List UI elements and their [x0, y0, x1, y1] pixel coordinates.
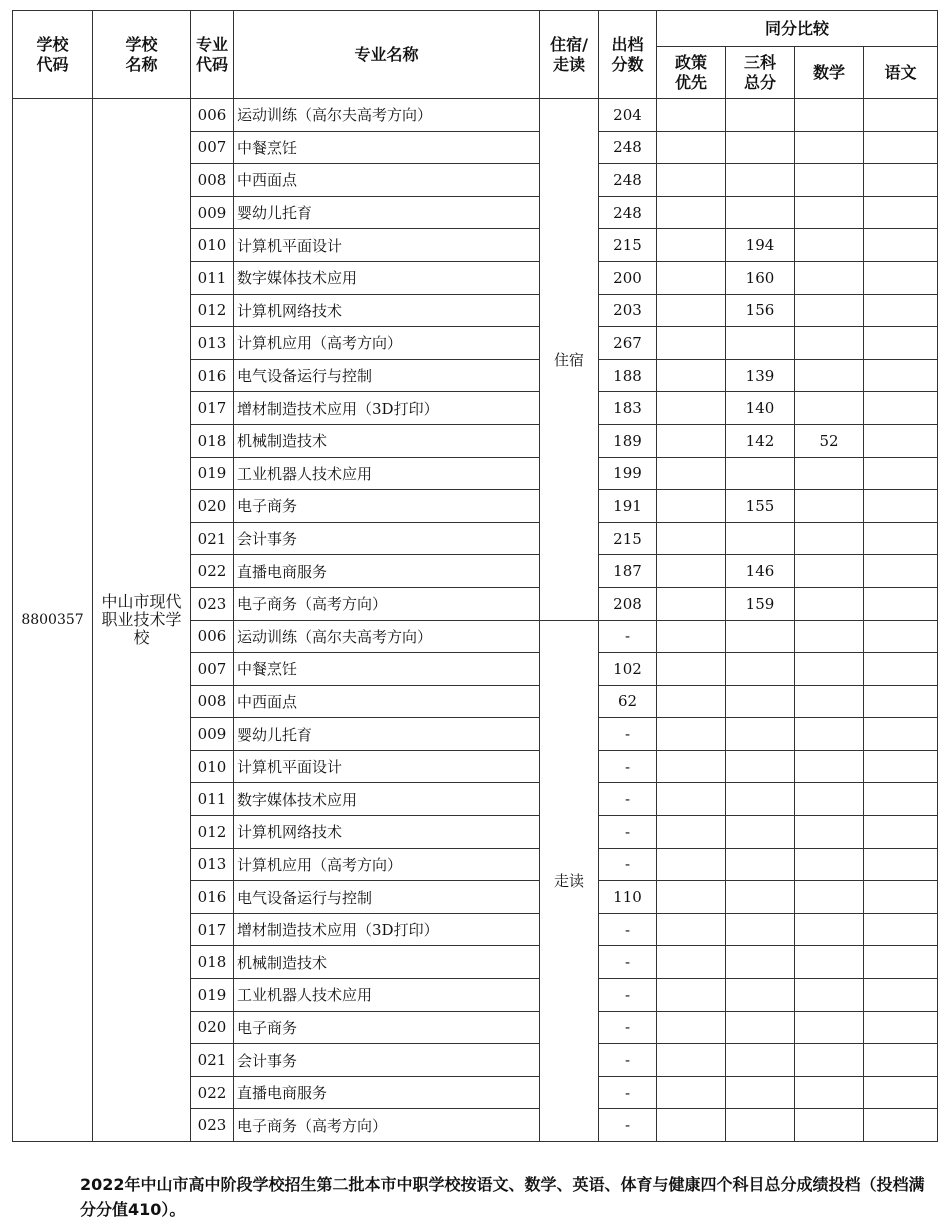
chinese-cell [864, 620, 938, 653]
chinese-cell [864, 359, 938, 392]
major-name-cell: 中餐烹饪 [234, 653, 540, 686]
major-code-cell: 017 [191, 913, 234, 946]
policy-cell [657, 1044, 726, 1077]
math-cell [795, 653, 864, 686]
header-tie-break: 同分比较 [657, 11, 938, 47]
major-code-cell: 018 [191, 424, 234, 457]
major-code-cell: 021 [191, 522, 234, 555]
major-code-cell: 020 [191, 490, 234, 523]
score-cell: - [599, 750, 657, 783]
math-cell [795, 946, 864, 979]
major-name-cell: 计算机应用（高考方向） [234, 848, 540, 881]
three-total-cell [726, 913, 795, 946]
major-code-cell: 023 [191, 587, 234, 620]
chinese-cell [864, 816, 938, 849]
major-code-cell: 016 [191, 881, 234, 914]
major-name-cell: 计算机网络技术 [234, 816, 540, 849]
chinese-cell [864, 848, 938, 881]
three-total-cell [726, 946, 795, 979]
policy-cell [657, 392, 726, 425]
score-cell: - [599, 1109, 657, 1142]
header-three-total: 三科 总分 [726, 47, 795, 99]
header-score: 出档 分数 [599, 11, 657, 99]
score-cell: - [599, 848, 657, 881]
major-code-cell: 022 [191, 555, 234, 588]
score-cell: 248 [599, 196, 657, 229]
score-cell: 102 [599, 653, 657, 686]
policy-cell [657, 685, 726, 718]
chinese-cell [864, 555, 938, 588]
policy-cell [657, 620, 726, 653]
math-cell: 52 [795, 424, 864, 457]
policy-cell [657, 261, 726, 294]
admission-score-table [12, 10, 938, 1142]
three-total-cell [726, 1076, 795, 1109]
math-cell [795, 881, 864, 914]
school-name-cell: 中山市现代 职业技术学 校 [93, 99, 191, 1142]
major-code-cell: 022 [191, 1076, 234, 1109]
major-name-cell: 工业机器人技术应用 [234, 457, 540, 490]
score-cell: 248 [599, 164, 657, 197]
chinese-cell [864, 457, 938, 490]
score-cell: - [599, 979, 657, 1012]
table-body [13, 99, 938, 1142]
three-total-cell [726, 750, 795, 783]
math-cell [795, 750, 864, 783]
three-total-cell: 142 [726, 424, 795, 457]
score-cell: - [599, 913, 657, 946]
policy-cell [657, 490, 726, 523]
major-code-cell: 011 [191, 783, 234, 816]
chinese-cell [864, 164, 938, 197]
score-cell: 191 [599, 490, 657, 523]
math-cell [795, 783, 864, 816]
math-cell [795, 913, 864, 946]
header-residence: 住宿/ 走读 [540, 11, 599, 99]
major-code-cell: 013 [191, 848, 234, 881]
math-cell [795, 1011, 864, 1044]
chinese-cell [864, 653, 938, 686]
score-cell: - [599, 1011, 657, 1044]
chinese-cell [864, 750, 938, 783]
score-cell: - [599, 718, 657, 751]
major-name-cell: 数字媒体技术应用 [234, 261, 540, 294]
major-name-cell: 计算机网络技术 [234, 294, 540, 327]
major-name-cell: 增材制造技术应用（3D打印） [234, 913, 540, 946]
chinese-cell [864, 229, 938, 262]
math-cell [795, 522, 864, 555]
chinese-cell [864, 490, 938, 523]
math-cell [795, 555, 864, 588]
header-math: 数学 [795, 47, 864, 99]
three-total-cell [726, 816, 795, 849]
score-cell: 199 [599, 457, 657, 490]
chinese-cell [864, 99, 938, 132]
math-cell [795, 979, 864, 1012]
major-name-cell: 婴幼儿托育 [234, 196, 540, 229]
chinese-cell [864, 1076, 938, 1109]
math-cell [795, 164, 864, 197]
math-cell [795, 848, 864, 881]
chinese-cell [864, 522, 938, 555]
major-code-cell: 006 [191, 99, 234, 132]
major-name-cell: 工业机器人技术应用 [234, 979, 540, 1012]
header-chinese: 语文 [864, 47, 938, 99]
policy-cell [657, 653, 726, 686]
policy-cell [657, 1011, 726, 1044]
score-cell: 208 [599, 587, 657, 620]
policy-cell [657, 196, 726, 229]
math-cell [795, 1109, 864, 1142]
chinese-cell [864, 587, 938, 620]
three-total-cell: 155 [726, 490, 795, 523]
chinese-cell [864, 131, 938, 164]
major-name-cell: 数字媒体技术应用 [234, 783, 540, 816]
major-name-cell: 电气设备运行与控制 [234, 881, 540, 914]
score-cell: 189 [599, 424, 657, 457]
policy-cell [657, 229, 726, 262]
table-row [13, 99, 938, 132]
policy-cell [657, 848, 726, 881]
score-cell: 183 [599, 392, 657, 425]
chinese-cell [864, 913, 938, 946]
policy-cell [657, 881, 726, 914]
score-cell: 204 [599, 99, 657, 132]
three-total-cell [726, 653, 795, 686]
score-cell: - [599, 1076, 657, 1109]
major-name-cell: 中餐烹饪 [234, 131, 540, 164]
major-name-cell: 电气设备运行与控制 [234, 359, 540, 392]
chinese-cell [864, 1109, 938, 1142]
major-name-cell: 运动训练（高尔夫高考方向） [234, 620, 540, 653]
major-code-cell: 019 [191, 979, 234, 1012]
policy-cell [657, 131, 726, 164]
chinese-cell [864, 327, 938, 360]
three-total-cell [726, 848, 795, 881]
major-name-cell: 电子商务（高考方向） [234, 1109, 540, 1142]
three-total-cell [726, 131, 795, 164]
three-total-cell [726, 457, 795, 490]
three-total-cell [726, 99, 795, 132]
score-cell: - [599, 620, 657, 653]
policy-cell [657, 587, 726, 620]
math-cell [795, 196, 864, 229]
score-cell: 215 [599, 229, 657, 262]
score-cell: 267 [599, 327, 657, 360]
major-code-cell: 012 [191, 816, 234, 849]
header-policy: 政策 优先 [657, 47, 726, 99]
math-cell [795, 392, 864, 425]
school-code-cell: 8800357 [13, 99, 93, 1142]
major-code-cell: 018 [191, 946, 234, 979]
three-total-cell: 146 [726, 555, 795, 588]
three-total-cell: 160 [726, 261, 795, 294]
major-name-cell: 会计事务 [234, 522, 540, 555]
three-total-cell [726, 685, 795, 718]
math-cell [795, 261, 864, 294]
major-name-cell: 增材制造技术应用（3D打印） [234, 392, 540, 425]
math-cell [795, 327, 864, 360]
score-cell: 62 [599, 685, 657, 718]
major-code-cell: 019 [191, 457, 234, 490]
policy-cell [657, 327, 726, 360]
chinese-cell [864, 946, 938, 979]
policy-cell [657, 522, 726, 555]
major-name-cell: 电子商务 [234, 490, 540, 523]
header-school-name: 学校 名称 [93, 11, 191, 99]
major-name-cell: 计算机平面设计 [234, 750, 540, 783]
major-code-cell: 011 [191, 261, 234, 294]
policy-cell [657, 946, 726, 979]
major-name-cell: 电子商务（高考方向） [234, 587, 540, 620]
three-total-cell: 140 [726, 392, 795, 425]
policy-cell [657, 164, 726, 197]
three-total-cell [726, 327, 795, 360]
math-cell [795, 457, 864, 490]
chinese-cell [864, 783, 938, 816]
policy-cell [657, 913, 726, 946]
policy-cell [657, 718, 726, 751]
major-name-cell: 会计事务 [234, 1044, 540, 1077]
major-name-cell: 中西面点 [234, 685, 540, 718]
major-code-cell: 010 [191, 750, 234, 783]
three-total-cell: 156 [726, 294, 795, 327]
chinese-cell [864, 392, 938, 425]
major-code-cell: 017 [191, 392, 234, 425]
major-name-cell: 机械制造技术 [234, 424, 540, 457]
major-code-cell: 013 [191, 327, 234, 360]
three-total-cell [726, 522, 795, 555]
major-code-cell: 008 [191, 685, 234, 718]
policy-cell [657, 457, 726, 490]
major-name-cell: 直播电商服务 [234, 1076, 540, 1109]
policy-cell [657, 783, 726, 816]
major-code-cell: 012 [191, 294, 234, 327]
three-total-cell [726, 196, 795, 229]
score-cell: 248 [599, 131, 657, 164]
score-cell: 110 [599, 881, 657, 914]
score-cell: - [599, 816, 657, 849]
math-cell [795, 229, 864, 262]
major-code-cell: 016 [191, 359, 234, 392]
three-total-cell [726, 718, 795, 751]
three-total-cell [726, 1011, 795, 1044]
footnote: 2022年中山市高中阶段学校招生第二批本市中职学校按语文、数学、英语、体育与健康四个科目总分成绩投档（投档满分分值410）。 [80, 1175, 925, 1219]
math-cell [795, 131, 864, 164]
policy-cell [657, 359, 726, 392]
score-cell: - [599, 946, 657, 979]
major-code-cell: 009 [191, 196, 234, 229]
score-cell: 188 [599, 359, 657, 392]
admission-table-container [12, 10, 937, 1142]
major-name-cell: 运动训练（高尔夫高考方向） [234, 99, 540, 132]
major-code-cell: 007 [191, 131, 234, 164]
header-major-name: 专业名称 [234, 11, 540, 99]
major-code-cell: 009 [191, 718, 234, 751]
score-cell: - [599, 783, 657, 816]
major-code-cell: 023 [191, 1109, 234, 1142]
policy-cell [657, 816, 726, 849]
three-total-cell [726, 620, 795, 653]
major-code-cell: 020 [191, 1011, 234, 1044]
major-name-cell: 计算机平面设计 [234, 229, 540, 262]
major-name-cell: 婴幼儿托育 [234, 718, 540, 751]
three-total-cell: 139 [726, 359, 795, 392]
math-cell [795, 718, 864, 751]
chinese-cell [864, 979, 938, 1012]
header-school-code: 学校 代码 [13, 11, 93, 99]
major-code-cell: 021 [191, 1044, 234, 1077]
three-total-cell: 159 [726, 587, 795, 620]
math-cell [795, 587, 864, 620]
math-cell [795, 1076, 864, 1109]
major-code-cell: 010 [191, 229, 234, 262]
policy-cell [657, 1109, 726, 1142]
math-cell [795, 99, 864, 132]
header-major-code: 专业 代码 [191, 11, 234, 99]
major-name-cell: 中西面点 [234, 164, 540, 197]
major-code-cell: 007 [191, 653, 234, 686]
three-total-cell [726, 783, 795, 816]
math-cell [795, 816, 864, 849]
math-cell [795, 1044, 864, 1077]
policy-cell [657, 424, 726, 457]
math-cell [795, 620, 864, 653]
score-cell: 215 [599, 522, 657, 555]
math-cell [795, 490, 864, 523]
score-cell: - [599, 1044, 657, 1077]
residence-cell: 住宿 [540, 99, 599, 621]
chinese-cell [864, 196, 938, 229]
major-name-cell: 计算机应用（高考方向） [234, 327, 540, 360]
chinese-cell [864, 261, 938, 294]
math-cell [795, 685, 864, 718]
three-total-cell [726, 1044, 795, 1077]
chinese-cell [864, 685, 938, 718]
major-name-cell: 直播电商服务 [234, 555, 540, 588]
three-total-cell [726, 881, 795, 914]
three-total-cell [726, 164, 795, 197]
major-code-cell: 006 [191, 620, 234, 653]
score-cell: 203 [599, 294, 657, 327]
residence-cell: 走读 [540, 620, 599, 1142]
policy-cell [657, 555, 726, 588]
chinese-cell [864, 718, 938, 751]
three-total-cell [726, 979, 795, 1012]
score-cell: 187 [599, 555, 657, 588]
chinese-cell [864, 424, 938, 457]
policy-cell [657, 750, 726, 783]
major-name-cell: 机械制造技术 [234, 946, 540, 979]
major-name-cell: 电子商务 [234, 1011, 540, 1044]
chinese-cell [864, 1011, 938, 1044]
policy-cell [657, 979, 726, 1012]
policy-cell [657, 1076, 726, 1109]
three-total-cell: 194 [726, 229, 795, 262]
three-total-cell [726, 1109, 795, 1142]
chinese-cell [864, 1044, 938, 1077]
major-code-cell: 008 [191, 164, 234, 197]
policy-cell [657, 99, 726, 132]
math-cell [795, 294, 864, 327]
chinese-cell [864, 881, 938, 914]
chinese-cell [864, 294, 938, 327]
score-cell: 200 [599, 261, 657, 294]
policy-cell [657, 294, 726, 327]
math-cell [795, 359, 864, 392]
